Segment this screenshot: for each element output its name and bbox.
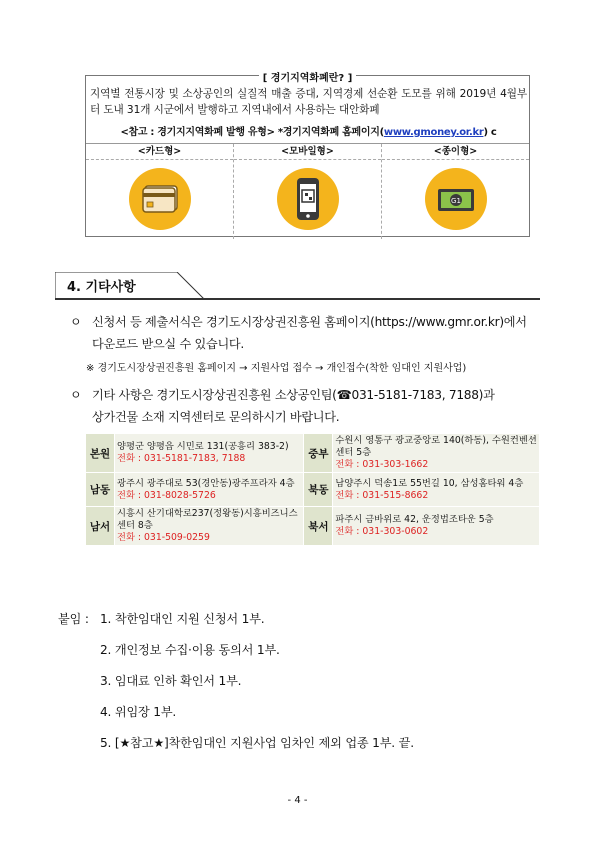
region-address: 수원시 영통구 광교중앙로 140(하동), 수원컨벤션센터 5층 [335,435,537,458]
table-row [86,434,540,473]
currency-type-label: <모바일형> [234,144,381,160]
reference-suffix: ) c [483,127,497,138]
attachment-item: 1. 착한임대인 지원 신청서 1부. [100,612,265,626]
region-name: 본원 [86,434,115,473]
region-info [115,473,304,507]
currency-type-card [86,144,234,239]
region-name: 북서 [304,507,333,546]
region-address: 남양주시 덕송1로 55번길 10, 삼성홈타워 4층 [335,477,524,489]
attachment-item: 2. 개인정보 수집·이용 동의서 1부. [100,643,280,657]
region-info [333,507,540,546]
currency-description: 지역별 전통시장 및 소상공인의 실질적 매출 증대, 지역경제 선순환 도모를 위해 2019년 4월부터 도내 31개 시군에서 발행하고 지역내에서 사용하는 대안화폐 [90,88,527,116]
note-1-sub: ※ 경기도시장상권진흥원 홈페이지 → 지원사업 접수 → 개인접수(착한 임대인 지원사업) [86,363,467,374]
region-phone: 전화 : 031-8028-5726 [117,489,216,501]
mobile-qr-icon [277,168,339,230]
region-address: 양평군 양평읍 시민로 131(공흥리 383-2) [117,441,289,452]
svg-text:G1: G1 [450,197,461,205]
note-2-line-1: 기타 사항은 경기도시장상권진흥원 소상공인팀(☎031-5181-7183, 7188)과 [92,388,495,402]
reference-prefix: <참고 : 경기지지역화폐 발행 유형> *경기지역화폐 홈페이지( [120,127,384,138]
region-name: 중부 [304,434,333,473]
region-name: 북동 [304,473,333,507]
note-2-line-2: 상가건물 소재 지역센터로 문의하시기 바랍니다. [92,410,340,424]
currency-type-label: <종이형> [382,144,529,160]
gmoney-homepage-link[interactable]: www.gmoney.or.kr [383,127,484,138]
paper-bill-icon [425,168,487,230]
region-info [333,434,540,473]
attachment-item: 4. 위임장 1부. [100,705,177,719]
region-info [115,434,304,473]
attachment-item: 5. [★참고★]착한임대인 지원사업 임차인 제외 업종 1부. 끝. [100,736,414,750]
note-1-line-2: 다운로드 받으실 수 있습니다. [92,337,244,351]
attachments-label: 붙임 : [58,612,89,626]
currency-reference [90,123,527,138]
region-phone: 전화 : 031-5181-7183, 7188 [117,453,246,464]
region-name: 남서 [86,507,115,546]
region-address: 광주시 광주대로 53(경안동)광주프라자 4층 [117,477,295,489]
region-name: 남동 [86,473,115,507]
currency-type-mobile [234,144,382,239]
attachment-item: 3. 임대료 인하 확인서 1부. [100,674,242,688]
section-title: 4. 기타사항 [67,280,136,295]
page-number: - 4 - [287,795,308,806]
section-heading [55,272,205,300]
regional-currency-box [85,75,530,237]
regional-center-table [85,433,540,546]
table-row [86,473,540,507]
section-divider [55,298,540,300]
currency-box-title: [ 경기지역화폐란? ] [86,69,529,84]
bullet-icon: ㅇ [70,388,82,402]
region-info [115,507,304,546]
table-row [86,507,540,546]
region-address: 파주시 금바위로 42, 운정법조타운 5층 [335,514,494,525]
note-1-line-1: 신청서 등 제출서식은 경기도시장상권진흥원 홈페이지(https://www.gmr.or.kr)에서 [92,315,527,329]
region-address: 시흥시 산기대학로237(정왕동)시흥비즈니스센터 8층 [117,508,298,531]
region-phone: 전화 : 031-515-8662 [335,489,429,501]
region-phone: 전화 : 031-303-1662 [335,459,429,470]
currency-type-label: <카드형> [86,144,233,160]
region-info [333,473,540,507]
currency-type-paper [382,144,529,239]
region-phone: 전화 : 031-509-0259 [117,532,210,543]
bullet-icon: ㅇ [70,315,82,329]
region-phone: 전화 : 031-303-0602 [335,526,429,537]
card-icon [129,168,191,230]
currency-types-row [86,143,529,239]
